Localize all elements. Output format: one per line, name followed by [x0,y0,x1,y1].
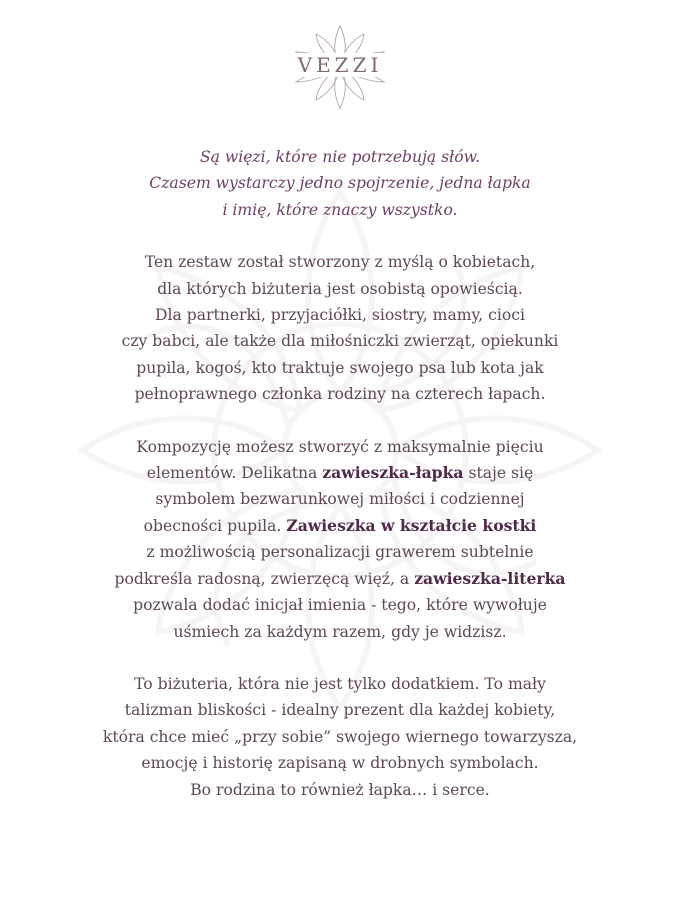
highlight-paw-charm: zawieszka-łapka [322,463,464,483]
paragraph-line: czy babci, ale także dla miłośniczki zwierząt, opiekunki [121,332,559,351]
paragraph-line: dla których biżuteria jest osobistą opowieścią. [157,279,523,298]
paragraph-line [40,566,640,592]
paragraph-line: emocję i historię zapisaną w drobnych symbolach. [141,754,539,773]
paragraph-composition [40,434,640,645]
paragraph-line: pozwala dodać inicjał imienia - tego, które wywołuje [133,596,547,615]
text-segment: elementów. Delikatna [146,464,323,483]
paragraph-line: pełnoprawnego członka rodziny na czterech łapach. [134,385,546,404]
paragraph-line: z możliwością personalizacji grawerem subtelnie [146,543,534,562]
paragraph-line: Bo rodzina to również łapka… i serce. [190,780,490,799]
paragraph-line: talizman bliskości - idealny prezent dla każdej kobiety, [124,701,556,720]
paragraph-line: która chce mieć „przy sobie” swojego wiernego towarzysza, [102,727,578,746]
highlight-bone-charm: Zawieszka w kształcie kostki [286,515,537,535]
paragraph-line: Ten zestaw został stworzony z myślą o kobietach, [144,253,536,272]
paragraph-line [40,460,640,486]
brand-logo [290,22,390,112]
text-segment: obecności pupila. [143,516,287,535]
paragraph-line: uśmiech za każdym razem, gdy je widzisz. [173,622,507,641]
description-text [40,144,640,829]
paragraph-closing [40,671,640,803]
highlight-letter-charm: zawieszka-literka [414,568,566,588]
paragraph-line: Dla partnerki, przyjaciółki, siostry, mamy, cioci [154,306,526,325]
paragraph-line [40,513,640,539]
paragraph-line: pupila, kogoś, kto traktuje swojego psa lub kota jak [136,358,544,377]
intro-line: i imię, które znaczy wszystko. [222,200,458,219]
intro-line: Są więzi, które nie potrzebują słów. [199,148,481,166]
intro-paragraph [40,144,640,223]
text-segment: staje się [463,464,534,483]
paragraph-line: Kompozycję możesz stworzyć z maksymalnie pięciu [136,437,544,456]
paragraph-audience [40,249,640,407]
paragraph-line: To biżuteria, która nie jest tylko dodatkiem. To mały [134,674,546,693]
text-segment: podkreśla radosną, zwierzęcą więź, a [114,569,415,588]
paragraph-line: symbolem bezwarunkowej miłości i codziennej [155,490,525,509]
intro-line: Czasem wystarczy jedno spojrzenie, jedna łapka [149,174,531,193]
logo-text: VEZZI [290,53,390,77]
